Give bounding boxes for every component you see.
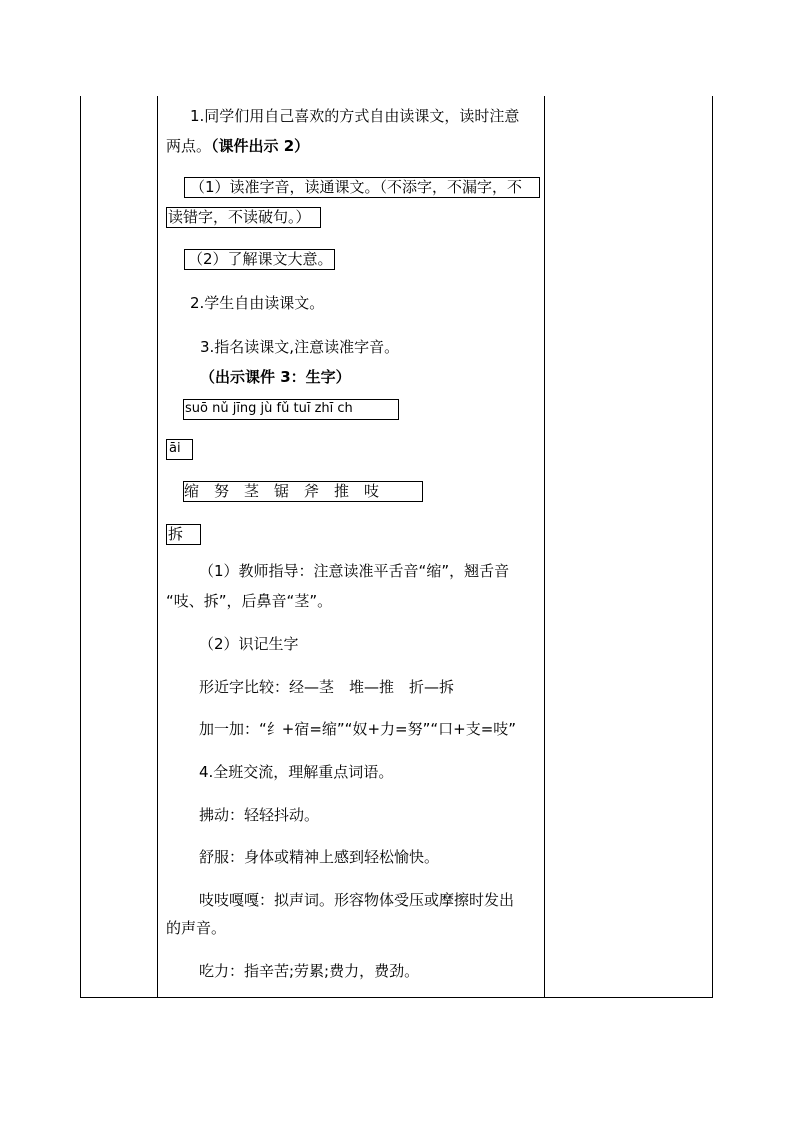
requirement1-line1: （1）读准字音，读通课文。（不添字，不漏字，不 xyxy=(190,178,523,196)
courseware2-label: （课件出示 2） xyxy=(211,137,310,155)
vocab-chili: 吃力：指辛苦;劳累;费力，费劲。 xyxy=(199,962,420,980)
similar-characters: 形近字比较：经—茎 堆—推 折—拆 xyxy=(199,678,455,696)
vocab-zhizhigaga-line1: 吱吱嘎嘎：拟声词。形容物体受压或摩擦时发出 xyxy=(199,891,515,909)
teacher-guide-line2: “吱、拆”，后鼻音“茎”。 xyxy=(166,592,333,610)
courseware3-label: （出示课件 3：生字） xyxy=(200,368,351,386)
characters-line2: 拆 xyxy=(168,525,184,543)
vocab-fudong: 拂动：轻轻抖动。 xyxy=(199,806,320,824)
add-characters: 加一加：“纟+宿=缩”“奴+力=努”“口+支=吱” xyxy=(199,720,517,738)
lesson-content-cell xyxy=(166,96,544,996)
step1-line2-text: 两点。 xyxy=(166,137,212,155)
pinyin-line1: suō nǔ jīng jù fǔ tuī zhī ch xyxy=(185,401,353,416)
column-divider-left xyxy=(157,96,158,997)
step2: 2.学生自由读课文。 xyxy=(190,294,325,312)
characters-line1: 缩 努 茎 锯 斧 推 吱 xyxy=(184,482,380,500)
step1-line1: 1.同学们用自己喜欢的方式自由读课文，读时注意 xyxy=(190,107,520,125)
pinyin-line2: āi xyxy=(169,441,181,456)
step4: 4.全班交流，理解重点词语。 xyxy=(199,763,394,781)
step3: 3.指名读课文,注意读准字音。 xyxy=(200,338,400,356)
column-divider-right xyxy=(544,96,545,997)
requirement2: （2）了解课文大意。 xyxy=(188,250,333,268)
requirement1-line2: 读错字，不读破句。） xyxy=(168,208,311,226)
vocab-zhizhigaga-line2: 的声音。 xyxy=(166,919,227,937)
remember-heading: （2）识记生字 xyxy=(199,635,299,653)
teacher-guide-line1: （1）教师指导：注意读准平舌音“缩”，翘舌音 xyxy=(199,562,510,580)
vocab-shufu: 舒服：身体或精神上感到轻松愉快。 xyxy=(199,848,440,866)
step1-line2 xyxy=(166,136,309,156)
